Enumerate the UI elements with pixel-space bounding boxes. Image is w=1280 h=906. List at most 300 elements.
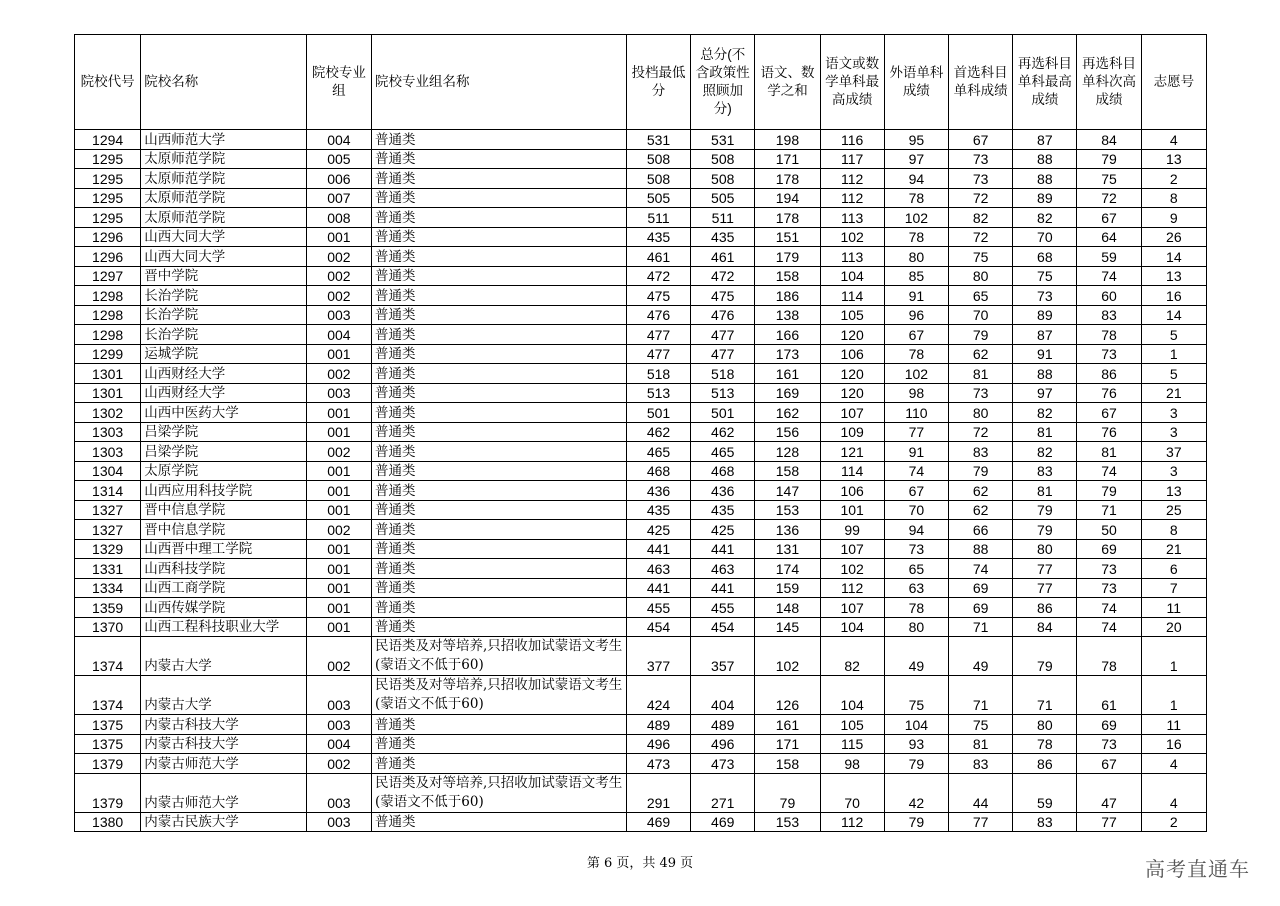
first-subject-cell: 72 bbox=[949, 227, 1013, 247]
table-row bbox=[75, 266, 1207, 286]
choice-cell: 4 bbox=[1141, 754, 1206, 774]
code-cell: 1295 bbox=[75, 188, 141, 208]
min-score-cell: 508 bbox=[626, 169, 690, 189]
chn-or-math-max-cell: 120 bbox=[820, 325, 884, 345]
reselect-second-cell: 72 bbox=[1077, 188, 1141, 208]
min-score-cell: 508 bbox=[626, 149, 690, 169]
first-subject-cell: 71 bbox=[949, 617, 1013, 637]
choice-cell: 8 bbox=[1141, 520, 1206, 540]
reselect-max-cell: 97 bbox=[1013, 383, 1077, 403]
foreign-cell: 70 bbox=[884, 500, 948, 520]
code-cell: 1298 bbox=[75, 305, 141, 325]
reselect-max-cell: 78 bbox=[1013, 734, 1077, 754]
total-cell: 465 bbox=[691, 442, 755, 462]
reselect-second-cell: 76 bbox=[1077, 422, 1141, 442]
code-cell: 1295 bbox=[75, 208, 141, 228]
group-name-cell: 普通类 bbox=[372, 247, 627, 267]
choice-cell: 4 bbox=[1141, 773, 1206, 812]
school-cell: 山西师范大学 bbox=[141, 130, 307, 150]
group-name-cell: 普通类 bbox=[372, 539, 627, 559]
chn-math-cell: 171 bbox=[755, 734, 820, 754]
code-cell: 1379 bbox=[75, 773, 141, 812]
group-cell: 002 bbox=[306, 637, 371, 676]
group-name-cell: 普通类 bbox=[372, 266, 627, 286]
total-cell: 531 bbox=[691, 130, 755, 150]
header-reselect-max: 再选科目单科最高成绩 bbox=[1013, 35, 1077, 130]
min-score-cell: 435 bbox=[626, 227, 690, 247]
reselect-second-cell: 69 bbox=[1077, 539, 1141, 559]
header-chn-or-math-max: 语文或数学单科最高成绩 bbox=[820, 35, 884, 130]
group-name-cell: 普通类 bbox=[372, 130, 627, 150]
first-subject-cell: 72 bbox=[949, 188, 1013, 208]
choice-cell: 14 bbox=[1141, 247, 1206, 267]
group-cell: 002 bbox=[306, 442, 371, 462]
chn-math-cell: 174 bbox=[755, 559, 820, 579]
reselect-second-cell: 74 bbox=[1077, 617, 1141, 637]
total-cell: 436 bbox=[691, 481, 755, 501]
code-cell: 1327 bbox=[75, 500, 141, 520]
choice-cell: 13 bbox=[1141, 481, 1206, 501]
table-row bbox=[75, 734, 1207, 754]
header-code: 院校代号 bbox=[75, 35, 141, 130]
min-score-cell: 489 bbox=[626, 715, 690, 735]
table-row bbox=[75, 773, 1207, 812]
group-cell: 003 bbox=[306, 383, 371, 403]
table-row bbox=[75, 520, 1207, 540]
watermark: 高考直通车 bbox=[1145, 859, 1250, 881]
school-cell: 山西传媒学院 bbox=[141, 598, 307, 618]
chn-math-cell: 138 bbox=[755, 305, 820, 325]
total-cell: 461 bbox=[691, 247, 755, 267]
header-school: 院校名称 bbox=[141, 35, 307, 130]
reselect-second-cell: 73 bbox=[1077, 559, 1141, 579]
chn-math-cell: 186 bbox=[755, 286, 820, 306]
table-row bbox=[75, 208, 1207, 228]
table-row bbox=[75, 481, 1207, 501]
foreign-cell: 91 bbox=[884, 286, 948, 306]
chn-or-math-max-cell: 120 bbox=[820, 383, 884, 403]
first-subject-cell: 73 bbox=[949, 383, 1013, 403]
first-subject-cell: 83 bbox=[949, 442, 1013, 462]
chn-or-math-max-cell: 101 bbox=[820, 500, 884, 520]
min-score-cell: 511 bbox=[626, 208, 690, 228]
foreign-cell: 73 bbox=[884, 539, 948, 559]
table-row bbox=[75, 325, 1207, 345]
group-name-cell: 民语类及对等培养,只招收加试蒙语文考生(蒙语文不低于60) bbox=[372, 676, 627, 715]
choice-cell: 3 bbox=[1141, 422, 1206, 442]
reselect-max-cell: 88 bbox=[1013, 364, 1077, 384]
chn-math-cell: 153 bbox=[755, 812, 820, 832]
group-name-cell: 普通类 bbox=[372, 461, 627, 481]
reselect-second-cell: 59 bbox=[1077, 247, 1141, 267]
min-score-cell: 496 bbox=[626, 734, 690, 754]
reselect-max-cell: 88 bbox=[1013, 149, 1077, 169]
foreign-cell: 75 bbox=[884, 676, 948, 715]
chn-math-cell: 126 bbox=[755, 676, 820, 715]
group-cell: 001 bbox=[306, 403, 371, 423]
reselect-second-cell: 71 bbox=[1077, 500, 1141, 520]
group-cell: 001 bbox=[306, 500, 371, 520]
choice-cell: 9 bbox=[1141, 208, 1206, 228]
foreign-cell: 94 bbox=[884, 169, 948, 189]
reselect-max-cell: 82 bbox=[1013, 442, 1077, 462]
header-first-subject: 首选科目单科成绩 bbox=[949, 35, 1013, 130]
group-cell: 008 bbox=[306, 208, 371, 228]
reselect-max-cell: 83 bbox=[1013, 812, 1077, 832]
reselect-max-cell: 86 bbox=[1013, 598, 1077, 618]
first-subject-cell: 75 bbox=[949, 247, 1013, 267]
chn-or-math-max-cell: 70 bbox=[820, 773, 884, 812]
total-cell: 472 bbox=[691, 266, 755, 286]
table-row bbox=[75, 578, 1207, 598]
code-cell: 1295 bbox=[75, 149, 141, 169]
group-cell: 001 bbox=[306, 481, 371, 501]
chn-or-math-max-cell: 104 bbox=[820, 676, 884, 715]
total-cell: 518 bbox=[691, 364, 755, 384]
table-row bbox=[75, 344, 1207, 364]
table-row bbox=[75, 286, 1207, 306]
table-row bbox=[75, 149, 1207, 169]
code-cell: 1303 bbox=[75, 422, 141, 442]
code-cell: 1296 bbox=[75, 227, 141, 247]
reselect-second-cell: 79 bbox=[1077, 481, 1141, 501]
reselect-max-cell: 91 bbox=[1013, 344, 1077, 364]
choice-cell: 21 bbox=[1141, 539, 1206, 559]
chn-math-cell: 159 bbox=[755, 578, 820, 598]
chn-math-cell: 145 bbox=[755, 617, 820, 637]
table-row bbox=[75, 247, 1207, 267]
choice-cell: 8 bbox=[1141, 188, 1206, 208]
chn-math-cell: 151 bbox=[755, 227, 820, 247]
reselect-second-cell: 77 bbox=[1077, 812, 1141, 832]
reselect-second-cell: 78 bbox=[1077, 325, 1141, 345]
group-cell: 003 bbox=[306, 773, 371, 812]
chn-or-math-max-cell: 114 bbox=[820, 286, 884, 306]
chn-or-math-max-cell: 106 bbox=[820, 481, 884, 501]
chn-or-math-max-cell: 104 bbox=[820, 617, 884, 637]
first-subject-cell: 49 bbox=[949, 637, 1013, 676]
chn-or-math-max-cell: 106 bbox=[820, 344, 884, 364]
header-reselect-second: 再选科目单科次高成绩 bbox=[1077, 35, 1141, 130]
header-choice: 志愿号 bbox=[1141, 35, 1206, 130]
min-score-cell: 455 bbox=[626, 598, 690, 618]
group-name-cell: 普通类 bbox=[372, 812, 627, 832]
reselect-max-cell: 88 bbox=[1013, 169, 1077, 189]
group-name-cell: 民语类及对等培养,只招收加试蒙语文考生(蒙语文不低于60) bbox=[372, 773, 627, 812]
reselect-max-cell: 82 bbox=[1013, 208, 1077, 228]
group-cell: 004 bbox=[306, 734, 371, 754]
choice-cell: 1 bbox=[1141, 637, 1206, 676]
chn-or-math-max-cell: 105 bbox=[820, 715, 884, 735]
chn-or-math-max-cell: 107 bbox=[820, 403, 884, 423]
table-row bbox=[75, 500, 1207, 520]
code-cell: 1304 bbox=[75, 461, 141, 481]
first-subject-cell: 72 bbox=[949, 422, 1013, 442]
chn-or-math-max-cell: 102 bbox=[820, 227, 884, 247]
choice-cell: 11 bbox=[1141, 598, 1206, 618]
school-cell: 山西工商学院 bbox=[141, 578, 307, 598]
chn-or-math-max-cell: 107 bbox=[820, 598, 884, 618]
chn-or-math-max-cell: 121 bbox=[820, 442, 884, 462]
table-row bbox=[75, 188, 1207, 208]
reselect-max-cell: 71 bbox=[1013, 676, 1077, 715]
foreign-cell: 77 bbox=[884, 422, 948, 442]
total-cell: 508 bbox=[691, 169, 755, 189]
first-subject-cell: 65 bbox=[949, 286, 1013, 306]
code-cell: 1298 bbox=[75, 286, 141, 306]
chn-math-cell: 136 bbox=[755, 520, 820, 540]
group-name-cell: 普通类 bbox=[372, 500, 627, 520]
group-cell: 003 bbox=[306, 812, 371, 832]
group-name-cell: 普通类 bbox=[372, 578, 627, 598]
min-score-cell: 518 bbox=[626, 364, 690, 384]
table-header bbox=[75, 35, 1207, 130]
school-cell: 太原学院 bbox=[141, 461, 307, 481]
total-cell: 505 bbox=[691, 188, 755, 208]
code-cell: 1359 bbox=[75, 598, 141, 618]
table-row bbox=[75, 539, 1207, 559]
group-name-cell: 普通类 bbox=[372, 559, 627, 579]
table-row bbox=[75, 422, 1207, 442]
foreign-cell: 91 bbox=[884, 442, 948, 462]
school-cell: 山西财经大学 bbox=[141, 364, 307, 384]
table-row bbox=[75, 461, 1207, 481]
total-cell: 468 bbox=[691, 461, 755, 481]
min-score-cell: 441 bbox=[626, 578, 690, 598]
min-score-cell: 435 bbox=[626, 500, 690, 520]
first-subject-cell: 69 bbox=[949, 598, 1013, 618]
choice-cell: 20 bbox=[1141, 617, 1206, 637]
reselect-second-cell: 60 bbox=[1077, 286, 1141, 306]
table-row bbox=[75, 403, 1207, 423]
total-cell: 477 bbox=[691, 325, 755, 345]
choice-cell: 5 bbox=[1141, 364, 1206, 384]
choice-cell: 14 bbox=[1141, 305, 1206, 325]
first-subject-cell: 44 bbox=[949, 773, 1013, 812]
chn-math-cell: 171 bbox=[755, 149, 820, 169]
reselect-second-cell: 74 bbox=[1077, 266, 1141, 286]
reselect-second-cell: 74 bbox=[1077, 461, 1141, 481]
min-score-cell: 425 bbox=[626, 520, 690, 540]
school-cell: 山西工程科技职业大学 bbox=[141, 617, 307, 637]
reselect-max-cell: 79 bbox=[1013, 637, 1077, 676]
total-cell: 454 bbox=[691, 617, 755, 637]
min-score-cell: 465 bbox=[626, 442, 690, 462]
first-subject-cell: 62 bbox=[949, 344, 1013, 364]
foreign-cell: 95 bbox=[884, 130, 948, 150]
group-cell: 001 bbox=[306, 578, 371, 598]
code-cell: 1299 bbox=[75, 344, 141, 364]
chn-math-cell: 153 bbox=[755, 500, 820, 520]
reselect-second-cell: 73 bbox=[1077, 344, 1141, 364]
reselect-second-cell: 83 bbox=[1077, 305, 1141, 325]
min-score-cell: 424 bbox=[626, 676, 690, 715]
total-cell: 425 bbox=[691, 520, 755, 540]
code-cell: 1296 bbox=[75, 247, 141, 267]
chn-math-cell: 198 bbox=[755, 130, 820, 150]
header-group-name: 院校专业组名称 bbox=[372, 35, 627, 130]
min-score-cell: 475 bbox=[626, 286, 690, 306]
chn-math-cell: 161 bbox=[755, 715, 820, 735]
school-cell: 山西财经大学 bbox=[141, 383, 307, 403]
chn-math-cell: 173 bbox=[755, 344, 820, 364]
foreign-cell: 63 bbox=[884, 578, 948, 598]
foreign-cell: 80 bbox=[884, 247, 948, 267]
reselect-second-cell: 50 bbox=[1077, 520, 1141, 540]
first-subject-cell: 75 bbox=[949, 715, 1013, 735]
group-cell: 003 bbox=[306, 676, 371, 715]
school-cell: 山西应用科技学院 bbox=[141, 481, 307, 501]
code-cell: 1370 bbox=[75, 617, 141, 637]
group-name-cell: 普通类 bbox=[372, 208, 627, 228]
reselect-max-cell: 70 bbox=[1013, 227, 1077, 247]
group-cell: 004 bbox=[306, 130, 371, 150]
code-cell: 1331 bbox=[75, 559, 141, 579]
choice-cell: 3 bbox=[1141, 461, 1206, 481]
foreign-cell: 78 bbox=[884, 598, 948, 618]
code-cell: 1374 bbox=[75, 637, 141, 676]
choice-cell: 16 bbox=[1141, 734, 1206, 754]
table-row bbox=[75, 169, 1207, 189]
chn-math-cell: 156 bbox=[755, 422, 820, 442]
min-score-cell: 462 bbox=[626, 422, 690, 442]
group-cell: 003 bbox=[306, 305, 371, 325]
chn-or-math-max-cell: 112 bbox=[820, 812, 884, 832]
choice-cell: 2 bbox=[1141, 169, 1206, 189]
first-subject-cell: 70 bbox=[949, 305, 1013, 325]
header-foreign: 外语单科成绩 bbox=[884, 35, 948, 130]
group-cell: 007 bbox=[306, 188, 371, 208]
foreign-cell: 79 bbox=[884, 812, 948, 832]
total-cell: 476 bbox=[691, 305, 755, 325]
reselect-max-cell: 79 bbox=[1013, 500, 1077, 520]
choice-cell: 37 bbox=[1141, 442, 1206, 462]
reselect-second-cell: 81 bbox=[1077, 442, 1141, 462]
chn-math-cell: 166 bbox=[755, 325, 820, 345]
first-subject-cell: 73 bbox=[949, 149, 1013, 169]
min-score-cell: 291 bbox=[626, 773, 690, 812]
reselect-second-cell: 74 bbox=[1077, 598, 1141, 618]
total-cell: 477 bbox=[691, 344, 755, 364]
foreign-cell: 98 bbox=[884, 383, 948, 403]
reselect-max-cell: 81 bbox=[1013, 481, 1077, 501]
code-cell: 1375 bbox=[75, 715, 141, 735]
chn-or-math-max-cell: 113 bbox=[820, 247, 884, 267]
first-subject-cell: 83 bbox=[949, 754, 1013, 774]
group-cell: 001 bbox=[306, 344, 371, 364]
table-row bbox=[75, 364, 1207, 384]
code-cell: 1295 bbox=[75, 169, 141, 189]
first-subject-cell: 62 bbox=[949, 500, 1013, 520]
chn-math-cell: 158 bbox=[755, 754, 820, 774]
min-score-cell: 513 bbox=[626, 383, 690, 403]
code-cell: 1302 bbox=[75, 403, 141, 423]
first-subject-cell: 80 bbox=[949, 403, 1013, 423]
foreign-cell: 97 bbox=[884, 149, 948, 169]
choice-cell: 11 bbox=[1141, 715, 1206, 735]
total-cell: 357 bbox=[691, 637, 755, 676]
min-score-cell: 473 bbox=[626, 754, 690, 774]
foreign-cell: 110 bbox=[884, 403, 948, 423]
table-row bbox=[75, 754, 1207, 774]
choice-cell: 6 bbox=[1141, 559, 1206, 579]
foreign-cell: 78 bbox=[884, 227, 948, 247]
min-score-cell: 469 bbox=[626, 812, 690, 832]
min-score-cell: 436 bbox=[626, 481, 690, 501]
group-cell: 004 bbox=[306, 325, 371, 345]
choice-cell: 4 bbox=[1141, 130, 1206, 150]
code-cell: 1314 bbox=[75, 481, 141, 501]
school-cell: 晋中学院 bbox=[141, 266, 307, 286]
chn-math-cell: 147 bbox=[755, 481, 820, 501]
reselect-max-cell: 87 bbox=[1013, 130, 1077, 150]
school-cell: 长治学院 bbox=[141, 305, 307, 325]
reselect-max-cell: 83 bbox=[1013, 461, 1077, 481]
group-cell: 001 bbox=[306, 559, 371, 579]
school-cell: 山西科技学院 bbox=[141, 559, 307, 579]
chn-or-math-max-cell: 120 bbox=[820, 364, 884, 384]
min-score-cell: 505 bbox=[626, 188, 690, 208]
group-name-cell: 普通类 bbox=[372, 520, 627, 540]
group-name-cell: 普通类 bbox=[372, 305, 627, 325]
code-cell: 1329 bbox=[75, 539, 141, 559]
first-subject-cell: 88 bbox=[949, 539, 1013, 559]
min-score-cell: 441 bbox=[626, 539, 690, 559]
chn-math-cell: 102 bbox=[755, 637, 820, 676]
foreign-cell: 65 bbox=[884, 559, 948, 579]
header-min-score: 投档最低分 bbox=[626, 35, 690, 130]
total-cell: 513 bbox=[691, 383, 755, 403]
chn-or-math-max-cell: 102 bbox=[820, 559, 884, 579]
school-cell: 山西大同大学 bbox=[141, 247, 307, 267]
code-cell: 1334 bbox=[75, 578, 141, 598]
reselect-max-cell: 79 bbox=[1013, 520, 1077, 540]
chn-or-math-max-cell: 112 bbox=[820, 578, 884, 598]
chn-or-math-max-cell: 112 bbox=[820, 188, 884, 208]
first-subject-cell: 73 bbox=[949, 169, 1013, 189]
reselect-second-cell: 69 bbox=[1077, 715, 1141, 735]
reselect-second-cell: 67 bbox=[1077, 208, 1141, 228]
chn-math-cell: 158 bbox=[755, 266, 820, 286]
total-cell: 271 bbox=[691, 773, 755, 812]
reselect-max-cell: 82 bbox=[1013, 403, 1077, 423]
total-cell: 473 bbox=[691, 754, 755, 774]
reselect-max-cell: 80 bbox=[1013, 539, 1077, 559]
table-row bbox=[75, 676, 1207, 715]
group-name-cell: 普通类 bbox=[372, 442, 627, 462]
choice-cell: 13 bbox=[1141, 149, 1206, 169]
chn-math-cell: 131 bbox=[755, 539, 820, 559]
group-name-cell: 普通类 bbox=[372, 715, 627, 735]
choice-cell: 26 bbox=[1141, 227, 1206, 247]
min-score-cell: 463 bbox=[626, 559, 690, 579]
header-chn-math: 语文、数学之和 bbox=[755, 35, 820, 130]
chn-or-math-max-cell: 105 bbox=[820, 305, 884, 325]
choice-cell: 1 bbox=[1141, 344, 1206, 364]
reselect-max-cell: 68 bbox=[1013, 247, 1077, 267]
foreign-cell: 102 bbox=[884, 364, 948, 384]
group-name-cell: 普通类 bbox=[372, 325, 627, 345]
table-row bbox=[75, 637, 1207, 676]
reselect-second-cell: 84 bbox=[1077, 130, 1141, 150]
min-score-cell: 476 bbox=[626, 305, 690, 325]
chn-or-math-max-cell: 104 bbox=[820, 266, 884, 286]
school-cell: 太原师范学院 bbox=[141, 169, 307, 189]
foreign-cell: 80 bbox=[884, 617, 948, 637]
group-name-cell: 普通类 bbox=[372, 344, 627, 364]
first-subject-cell: 67 bbox=[949, 130, 1013, 150]
min-score-cell: 461 bbox=[626, 247, 690, 267]
